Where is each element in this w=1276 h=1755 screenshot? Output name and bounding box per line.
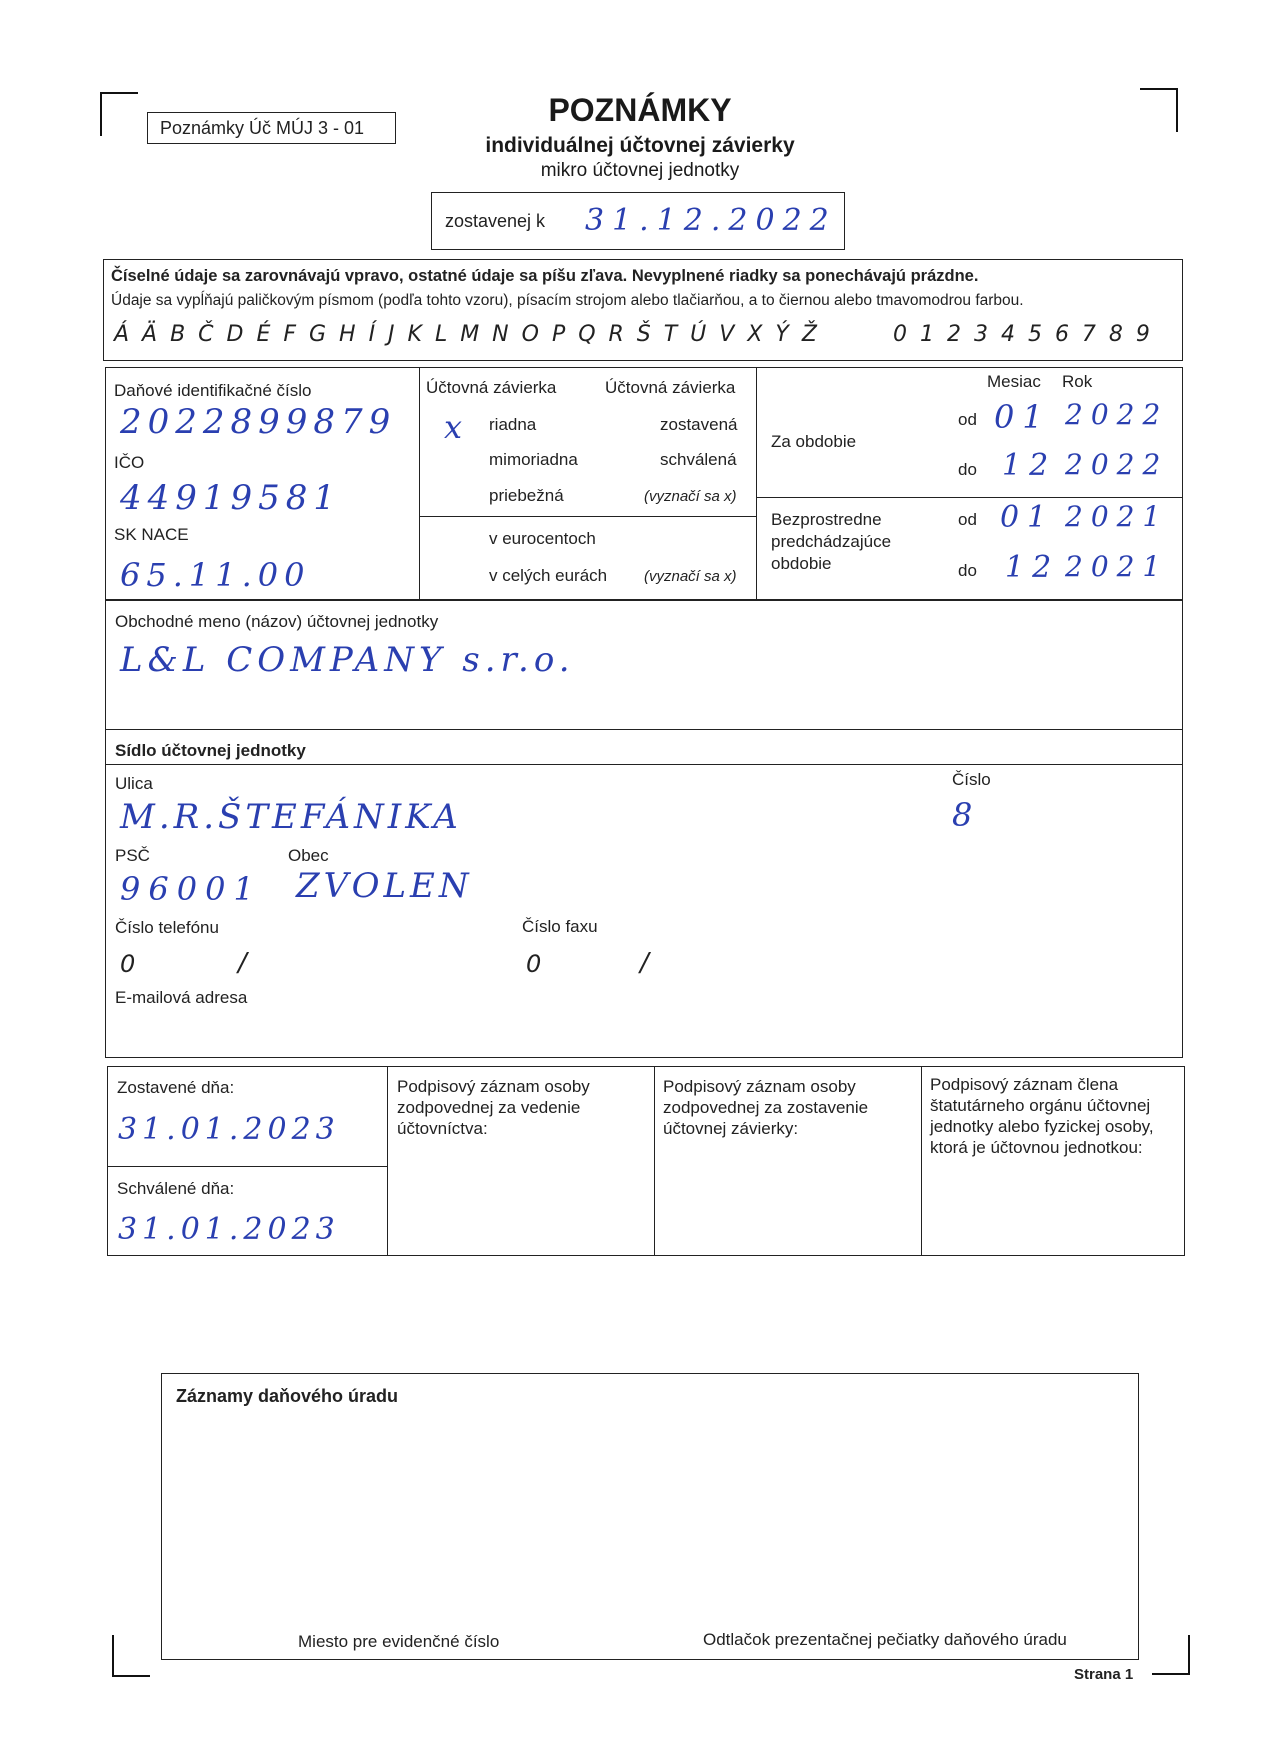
street-label: Ulica [115, 774, 153, 793]
number-label: Číslo [952, 770, 991, 789]
signature-statutory: Podpisový záznam člena štatutárneho orgánu účtovnej jednotky alebo fyzickej osoby, ktorá je účtovnou jednotkou: [930, 1075, 1154, 1157]
statement-header-2: Účtovná závierka [605, 378, 736, 397]
option-eurocenty[interactable]: v eurocentoch [489, 529, 596, 548]
prev-to-year: 2021 [1065, 550, 1169, 583]
ico-label: IČO [114, 453, 145, 472]
divider [105, 729, 1183, 730]
option-zostavena[interactable]: zostavená [660, 415, 738, 434]
phone-prefix: 0 [120, 950, 136, 978]
compiled-on-value: 31.01.2023 [118, 1112, 340, 1147]
tax-office-title: Záznamy daňového úradu [176, 1386, 399, 1406]
statement-header-1: Účtovná závierka [426, 378, 557, 397]
current-period-label: Za obdobie [771, 432, 857, 451]
corner-mark-top-right [1140, 88, 1178, 132]
phone-separator: / [238, 948, 247, 978]
sample-digits: 0 1 2 3 4 5 6 7 8 9 [893, 322, 1153, 347]
page-title: POZNÁMKY [548, 92, 732, 128]
street-value: M.R.ŠTEFÁNIKA [120, 797, 462, 837]
dic-value: 2022899879 [120, 402, 397, 442]
signature-compiler: Podpisový záznam osoby zodpovednej za zostavenie účtovnej závierky: [663, 1077, 869, 1138]
city-label: Obec [288, 846, 329, 865]
od-label-2: od [958, 510, 977, 529]
city-value: ZVOLEN [296, 866, 473, 906]
option-schvalena[interactable]: schválená [660, 450, 737, 469]
divider [654, 1066, 655, 1256]
cur-to-year: 2022 [1065, 448, 1169, 481]
company-name-value: L&L COMPANY s.r.o. [120, 640, 575, 680]
instructions-line-2: Údaje sa vypĺňajú paličkovým písmom (podľa tohto vzoru), písacím strojom alebo tlačiarňou, a to čiernou alebo tmavomodrou farbou. [111, 292, 1024, 309]
cur-from-month: 01 [994, 398, 1051, 436]
month-label: Mesiac [987, 372, 1041, 391]
prev-to-month: 12 [1005, 550, 1060, 585]
instructions-line-1: Číselné údaje sa zarovnávajú vpravo, ostatné údaje sa píšu zľava. Nevyplnené riadky sa ponechávajú prázdne. [111, 267, 979, 285]
year-label: Rok [1062, 372, 1093, 391]
mark-note-2: (vyznačí sa x) [644, 568, 737, 585]
approved-on-label: Schválené dňa: [117, 1179, 235, 1198]
sample-letters: Á Ä B Č D É F G H Í J K L M N O P Q R Š T Ú V X Ý Ž [114, 322, 820, 347]
corner-mark-top-left [100, 92, 138, 136]
corner-mark-bottom-right [1152, 1635, 1190, 1675]
divider [419, 516, 756, 517]
page-number: Strana 1 [1074, 1666, 1134, 1683]
option-priebezna[interactable]: priebežná [489, 486, 564, 505]
corner-mark-bottom-left [112, 1635, 150, 1677]
do-label-2: do [958, 561, 977, 580]
page-subtitle-2: mikro účtovnej jednotky [540, 160, 740, 181]
fax-prefix: 0 [526, 950, 542, 978]
prev-period-label-3: obdobie [771, 554, 832, 573]
option-eura[interactable]: v celých eurách [489, 566, 608, 585]
divider [107, 1166, 387, 1167]
cur-to-month: 12 [1002, 448, 1057, 483]
divider [387, 1066, 388, 1256]
mark-note: (vyznačí sa x) [644, 488, 737, 505]
prev-from-month: 01 [1000, 500, 1055, 535]
stamp-label: Odtlačok prezentačnej pečiatky daňového úradu [703, 1630, 1067, 1649]
psc-value: 96001 [120, 870, 262, 908]
prev-period-label-1: Bezprostredne [771, 510, 882, 529]
compiled-date-value: 31.12.2022 [585, 203, 837, 238]
fax-separator: / [640, 948, 649, 978]
number-value: 8 [952, 796, 981, 834]
do-label-1: do [958, 460, 977, 479]
prev-period-label-2: predchádzajúce [771, 532, 892, 551]
nace-value: 65.11.00 [120, 556, 311, 594]
fax-label: Číslo faxu [522, 917, 598, 936]
divider [921, 1066, 922, 1256]
option-mimoriadna[interactable]: mimoriadna [489, 450, 578, 469]
signature-accounting: Podpisový záznam osoby zodpovednej za vedenie účtovníctva: [397, 1077, 590, 1138]
phone-label: Číslo telefónu [115, 918, 219, 937]
psc-label: PSČ [115, 846, 150, 865]
page-subtitle: individuálnej účtovnej závierky [485, 134, 795, 157]
divider [105, 764, 1183, 765]
prev-from-year: 2021 [1065, 500, 1169, 533]
mark-riadna: x [444, 408, 463, 446]
divider [756, 367, 757, 600]
compiled-on-label: Zostavené dňa: [117, 1078, 235, 1097]
compiled-label: zostavenej k [445, 211, 546, 231]
form-code: Poznámky Úč MÚJ 3 - 01 [160, 118, 365, 138]
email-label: E-mailová adresa [115, 988, 248, 1007]
tax-office-box [161, 1373, 1139, 1660]
od-label-1: od [958, 410, 977, 429]
nace-label: SK NACE [114, 525, 189, 544]
divider [419, 367, 420, 600]
seat-label: Sídlo účtovnej jednotky [115, 741, 306, 760]
divider [756, 497, 1183, 498]
company-name-label: Obchodné meno (názov) účtovnej jednotky [115, 612, 439, 631]
dic-label: Daňové identifikačné číslo [114, 381, 312, 400]
evidence-number-label: Miesto pre evidenčné číslo [298, 1632, 500, 1651]
option-riadna[interactable]: riadna [489, 415, 537, 434]
ico-value: 44919581 [120, 478, 342, 518]
approved-on-value: 31.01.2023 [118, 1212, 340, 1247]
cur-from-year: 2022 [1065, 398, 1169, 431]
